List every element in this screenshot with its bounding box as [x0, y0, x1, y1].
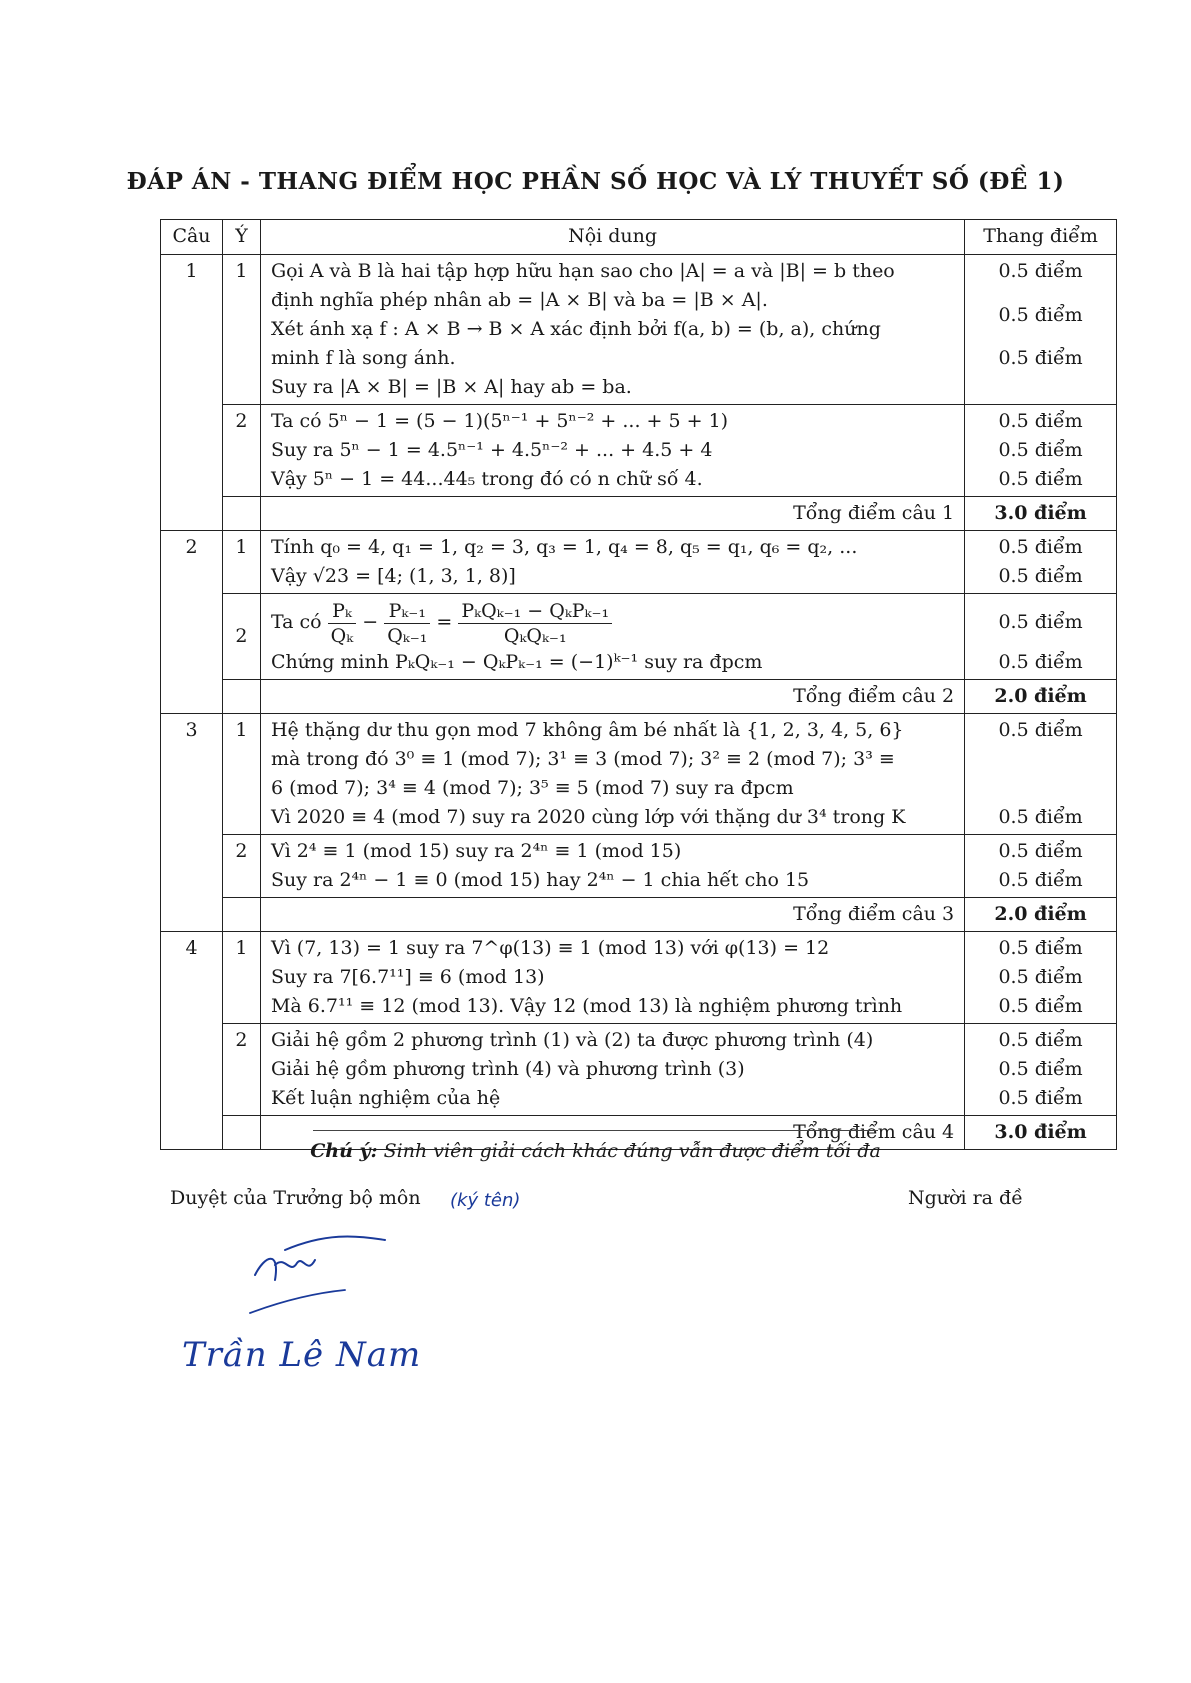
content-line: Vậy 5ⁿ − 1 = 44...44₅ trong đó có n chữ số 4.	[270, 468, 703, 490]
points-value: 0.5 điểm	[998, 1058, 1083, 1080]
content-cell	[260, 1024, 964, 1116]
handwritten-name: Trần Lê Nam	[182, 1335, 422, 1375]
content-line: Vì 2020 ≡ 4 (mod 7) suy ra 2020 cùng lớp với thặng dư 3⁴ trong K	[270, 806, 906, 828]
total-points: 2.0 điểm	[965, 680, 1117, 714]
content-line: 6 (mod 7); 3⁴ ≡ 4 (mod 7); 3⁵ ≡ 5 (mod 7) suy ra đpcm	[270, 777, 794, 799]
content-cell	[260, 835, 964, 898]
note	[0, 1140, 1191, 1162]
table-row	[161, 835, 1117, 898]
content-line: Suy ra 7[6.7¹¹] ≡ 6 (mod 13)	[270, 966, 545, 988]
question-number: 4	[161, 932, 223, 1150]
equals-sign: =	[436, 611, 453, 633]
table-row	[161, 714, 1117, 835]
points-value: 0.5 điểm	[998, 869, 1083, 891]
total-points: 3.0 điểm	[965, 1116, 1117, 1150]
points-value: 0.5 điểm	[998, 565, 1083, 587]
content-line: Ta có 5ⁿ − 1 = (5 − 1)(5ⁿ⁻¹ + 5ⁿ⁻² + ... + 5 + 1)	[270, 410, 729, 432]
table-row	[161, 1024, 1117, 1116]
header-y: Ý	[222, 220, 260, 255]
content-line: mà trong đó 3⁰ ≡ 1 (mod 7); 3¹ ≡ 3 (mod 7); 3² ≡ 2 (mod 7); 3³ ≡	[270, 748, 895, 770]
total-label: Tổng điểm câu 1	[260, 497, 964, 531]
content-cell	[260, 255, 964, 405]
total-label: Tổng điểm câu 2	[260, 680, 964, 714]
content-line: Mà 6.7¹¹ ≡ 12 (mod 13). Vậy 12 (mod 13) là nghiệm phương trình	[270, 995, 903, 1017]
content-line: Vì (7, 13) = 1 suy ra 7^φ(13) ≡ 1 (mod 13) với φ(13) = 12	[270, 937, 830, 959]
content-line: Tính q₀ = 4, q₁ = 1, q₂ = 3, q₃ = 1, q₄ = 8, q₅ = q₁, q₆ = q₂, ...	[270, 536, 858, 558]
points-value: 0.5 điểm	[998, 937, 1083, 959]
note-label: Chú ý:	[310, 1140, 378, 1162]
note-text: Sinh viên giải cách khác đúng vẫn được điểm tối đa	[383, 1140, 881, 1162]
grading-table	[160, 219, 1117, 1150]
content-line: Giải hệ gồm 2 phương trình (1) và (2) ta được phương trình (4)	[270, 1029, 874, 1051]
fraction-numerator: PₖQₖ₋₁ − QₖPₖ₋₁	[458, 599, 612, 624]
empty-cell	[222, 497, 260, 531]
fraction-numerator: Pₖ	[328, 599, 357, 624]
sub-number: 2	[222, 405, 260, 497]
points-value: 0.5 điểm	[998, 1029, 1083, 1051]
fraction-denominator: Qₖ	[330, 624, 354, 647]
total-points: 2.0 điểm	[965, 898, 1117, 932]
content-line: minh f là song ánh.	[270, 347, 456, 369]
table-row	[161, 932, 1117, 1024]
fraction-lead: Ta có	[270, 611, 322, 633]
question-number: 3	[161, 714, 223, 932]
content-cell	[260, 405, 964, 497]
content-line: Suy ra 2⁴ⁿ − 1 ≡ 0 (mod 15) hay 2⁴ⁿ − 1 chia hết cho 15	[270, 869, 810, 891]
fraction	[328, 599, 357, 648]
points-value: 0.5 điểm	[998, 806, 1083, 828]
points-cell	[965, 714, 1117, 835]
content-line: Vậy √23 = [4; (1, 3, 1, 8)]	[270, 565, 516, 587]
content-line: Kết luận nghiệm của hệ	[270, 1087, 501, 1109]
question-number: 2	[161, 531, 223, 714]
content-line: Chứng minh PₖQₖ₋₁ − QₖPₖ₋₁ = (−1)ᵏ⁻¹ suy ra đpcm	[270, 651, 763, 673]
fraction-denominator: QₖQₖ₋₁	[503, 624, 567, 647]
signature-icon	[245, 1235, 405, 1325]
total-points: 3.0 điểm	[965, 497, 1117, 531]
fraction	[384, 599, 430, 648]
header-noi-dung: Nội dung	[260, 220, 964, 255]
points-value: 0.5 điểm	[998, 439, 1083, 461]
header-thang-diem: Thang điểm	[965, 220, 1117, 255]
points-value: 0.5 điểm	[998, 611, 1083, 633]
content-line: Suy ra 5ⁿ − 1 = 4.5ⁿ⁻¹ + 4.5ⁿ⁻² + ... + 4.5 + 4	[270, 439, 713, 461]
content-line: Giải hệ gồm phương trình (4) và phương trình (3)	[270, 1058, 745, 1080]
points-cell	[965, 255, 1117, 405]
points-value: 0.5 điểm	[998, 304, 1083, 326]
points-value: 0.5 điểm	[998, 410, 1083, 432]
content-line: định nghĩa phép nhân ab = |A × B| và ba = |B × A|.	[270, 289, 768, 311]
empty-cell	[222, 898, 260, 932]
sub-number: 2	[222, 835, 260, 898]
points-value: 0.5 điểm	[998, 651, 1083, 673]
table-header-row	[161, 220, 1117, 255]
points-value: 0.5 điểm	[998, 536, 1083, 558]
total-label: Tổng điểm câu 3	[260, 898, 964, 932]
points-cell	[965, 835, 1117, 898]
points-value: 0.5 điểm	[998, 347, 1083, 369]
total-row	[161, 898, 1117, 932]
table-row	[161, 255, 1117, 405]
points-value: 0.5 điểm	[998, 966, 1083, 988]
note-divider	[313, 1130, 878, 1131]
fraction-numerator: Pₖ₋₁	[384, 599, 430, 624]
fraction-line	[271, 596, 954, 648]
content-cell	[260, 714, 964, 835]
content-line: Suy ra |A × B| = |B × A| hay ab = ba.	[270, 376, 632, 398]
question-number: 1	[161, 255, 223, 531]
approver-label: Duyệt của Trưởng bộ môn	[170, 1187, 421, 1209]
empty-cell	[222, 680, 260, 714]
points-value: 0.5 điểm	[998, 995, 1083, 1017]
content-line: Xét ánh xạ f : A × B → B × A xác định bởi f(a, b) = (b, a), chứng	[270, 318, 881, 340]
page-title: ĐÁP ÁN - THANG ĐIỂM HỌC PHẦN SỐ HỌC VÀ LÝ THUYẾT SỐ (ĐỀ 1)	[126, 168, 1065, 195]
table-row	[161, 594, 1117, 680]
content-line: Hệ thặng dư thu gọn mod 7 không âm bé nhất là {1, 2, 3, 4, 5, 6}	[270, 719, 904, 741]
points-value: 0.5 điểm	[998, 719, 1083, 741]
points-value: 0.5 điểm	[998, 840, 1083, 862]
content-cell	[260, 531, 964, 594]
table-row	[161, 531, 1117, 594]
fraction-denominator: Qₖ₋₁	[387, 624, 428, 647]
header-cau: Câu	[161, 220, 223, 255]
sub-number: 1	[222, 531, 260, 594]
sub-number: 1	[222, 714, 260, 835]
minus-sign: −	[362, 611, 379, 633]
sub-number: 1	[222, 255, 260, 405]
content-cell	[260, 932, 964, 1024]
content-cell	[260, 594, 964, 680]
content-line: Gọi A và B là hai tập hợp hữu hạn sao cho |A| = a và |B| = b theo	[270, 260, 895, 282]
points-cell	[965, 594, 1117, 680]
points-cell	[965, 1024, 1117, 1116]
sub-number: 1	[222, 932, 260, 1024]
points-value: 0.5 điểm	[998, 1087, 1083, 1109]
total-row	[161, 680, 1117, 714]
points-cell	[965, 531, 1117, 594]
content-line: Vì 2⁴ ≡ 1 (mod 15) suy ra 2⁴ⁿ ≡ 1 (mod 15)	[270, 840, 682, 862]
fraction	[458, 599, 612, 648]
author-label: Người ra đề	[908, 1187, 1023, 1209]
points-value: 0.5 điểm	[998, 260, 1083, 282]
total-row	[161, 497, 1117, 531]
points-value: 0.5 điểm	[998, 468, 1083, 490]
handwritten-mark: (ký tên)	[450, 1190, 521, 1211]
total-label: Tổng điểm câu 4	[260, 1116, 964, 1150]
sub-number: 2	[222, 594, 260, 680]
points-cell	[965, 932, 1117, 1024]
table-row	[161, 405, 1117, 497]
points-cell	[965, 405, 1117, 497]
sub-number: 2	[222, 1024, 260, 1116]
